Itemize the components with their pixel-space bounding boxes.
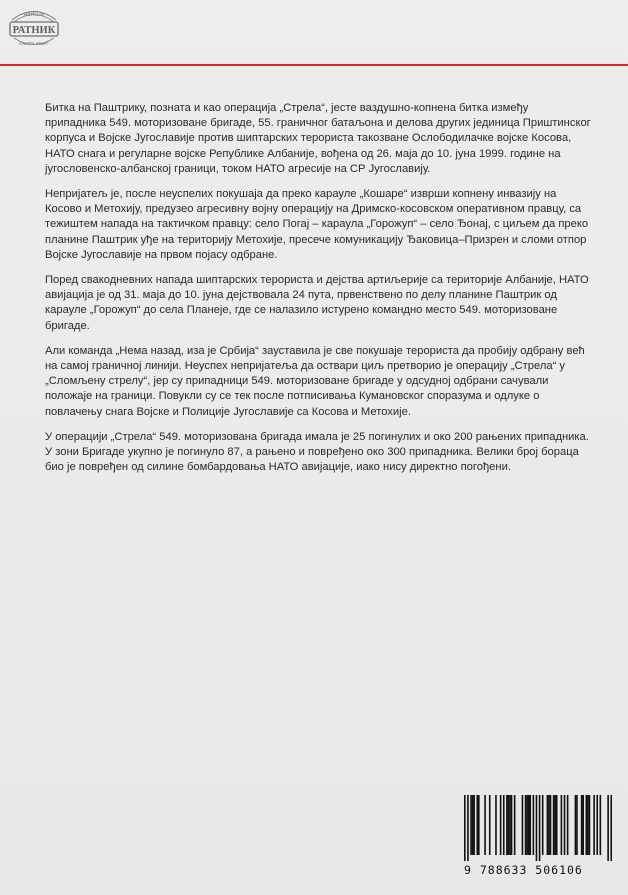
barcode-bar (511, 795, 513, 855)
barcode-bar (600, 795, 602, 855)
barcode-bar (587, 795, 589, 855)
logo-top-text: АВНОЈА (23, 12, 45, 18)
barcode-bar (533, 795, 535, 855)
barcode-bar (581, 795, 583, 855)
barcode-bar (550, 795, 552, 855)
paragraph-5: У операцији „Стрела“ 549. моторизована бригада имала је 25 погинулих и око 200 рањених припадника. У зони Бригаде укупно је погинуло 87, а рањено и повређено око 300 припадника. Велики број бораца био је повређен од силине бомбардовања НАТО авијације, иако нису директно погођени. (45, 430, 589, 474)
publisher-logo (8, 5, 60, 51)
barcode-bar (464, 795, 466, 861)
barcode-bar (514, 795, 516, 855)
barcode-bar (495, 795, 497, 855)
description-text (45, 101, 591, 485)
barcode-bar (564, 795, 566, 855)
barcode-bar (554, 795, 556, 855)
barcode-bar (567, 795, 569, 855)
barcode-bar (472, 795, 474, 855)
barcode-bar (484, 795, 486, 855)
barcode-bar (547, 795, 549, 855)
barcode-bar (575, 795, 577, 855)
barcode-bar (470, 795, 472, 855)
barcode-bar (506, 795, 508, 855)
barcode-bar (476, 795, 478, 855)
barcode-bar (500, 795, 502, 855)
barcode-bar (593, 795, 595, 855)
barcode-bar (539, 795, 541, 861)
barcode-bar (473, 795, 475, 855)
barcode-bar (467, 795, 469, 861)
barcode-bar (596, 795, 598, 855)
barcode-bar (586, 795, 588, 855)
paragraph-2: Непријатељ је, после неуспелих покушаја да преко карауле „Кошаре“ изврши копнену инвазију на Косово и Метохију, предузео агресивну војну операцију на Дримско-косовском оперативном правцу, са тежиштем напада на тактичком правцу: село Погај – караула „Горожуп“ – село Ђонај, с циљем да преко планине Паштрик уђе на територију Метохије, пресече комуникацију Ђаковица–Призрен и сломи отпор Војске Југославије на првом појасу одбране. (45, 188, 589, 261)
barcode-bar (526, 795, 528, 855)
barcode-bar (561, 795, 563, 855)
ean13-barcode-icon (464, 795, 612, 861)
paragraph-4: Али команда „Нема назад, иза је Србија“ зауставила је све покушаје терориста да пробију одбрану већ на самој граничној линији. Неуспех непријатеља да оствари циљ претворио је операцију „Стрела“ у „Сломљену стрелу“, јер су припадници 549. моторизоване бригаде у одсудној одбрани сачували положаје на граници. Повукли су се тек после потписивања Кумановског споразума и одлуке о повлачењу снага Војске и Полиције Југославије са Косова и Метохије. (45, 344, 585, 418)
barcode-bar (556, 795, 558, 855)
barcode-bar (553, 795, 555, 855)
barcode-bar (576, 795, 578, 855)
barcode-bar (536, 795, 538, 861)
logo-bottom-text: КЊИГА КЊИГ (19, 41, 49, 46)
publisher-seal-icon (8, 5, 60, 51)
barcode-bar (509, 795, 511, 855)
logo-main-text: РАТНИК (12, 25, 56, 36)
barcode-bar (525, 795, 527, 855)
barcode-bar (478, 795, 480, 855)
barcode-bar (542, 795, 544, 855)
barcode-bar (548, 795, 550, 855)
barcode-bar (529, 795, 531, 855)
paragraph-1: Битка на Паштрику, позната и као операција „Стрела“, јесте ваздушно-копнена битка између припадника 549. моторизоване бригаде, 55. граничног батаљона и делова других јединица Приштинског корпуса и Војске Југославије против шиптарских терориста такозване Ослободилачке војске Косова, НАТО снага и регуларне војске Републике Албаније, вођена од 26. маја до 10. јуна 1999. године на југословенско-албанској граници, током НАТО агресије на СР Југославију. (45, 102, 591, 175)
red-divider-line (0, 64, 628, 66)
barcode-bar (522, 795, 524, 855)
barcode-bar (528, 795, 530, 855)
barcode-bar (589, 795, 591, 855)
isbn-number: 9 788633 506106 (464, 863, 583, 877)
barcode-bar (489, 795, 491, 855)
barcode-bar (610, 795, 612, 861)
barcode-bar (508, 795, 510, 855)
paragraph-3: Поред свакодневних напада шиптарских терориста и дејства артиљерије са територије Албаније, НАТО авијација је од 31. маја до 10. јуна дејствовала 24 пута, првенствено по делу планине Паштрик од карауле „Горожуп“ до села Планеје, где се налазило истурено командно место 549. моторизоване бригаде. (45, 274, 589, 332)
barcode-bar (582, 795, 584, 855)
barcode-bar (503, 795, 505, 855)
barcode-bar (607, 795, 609, 861)
